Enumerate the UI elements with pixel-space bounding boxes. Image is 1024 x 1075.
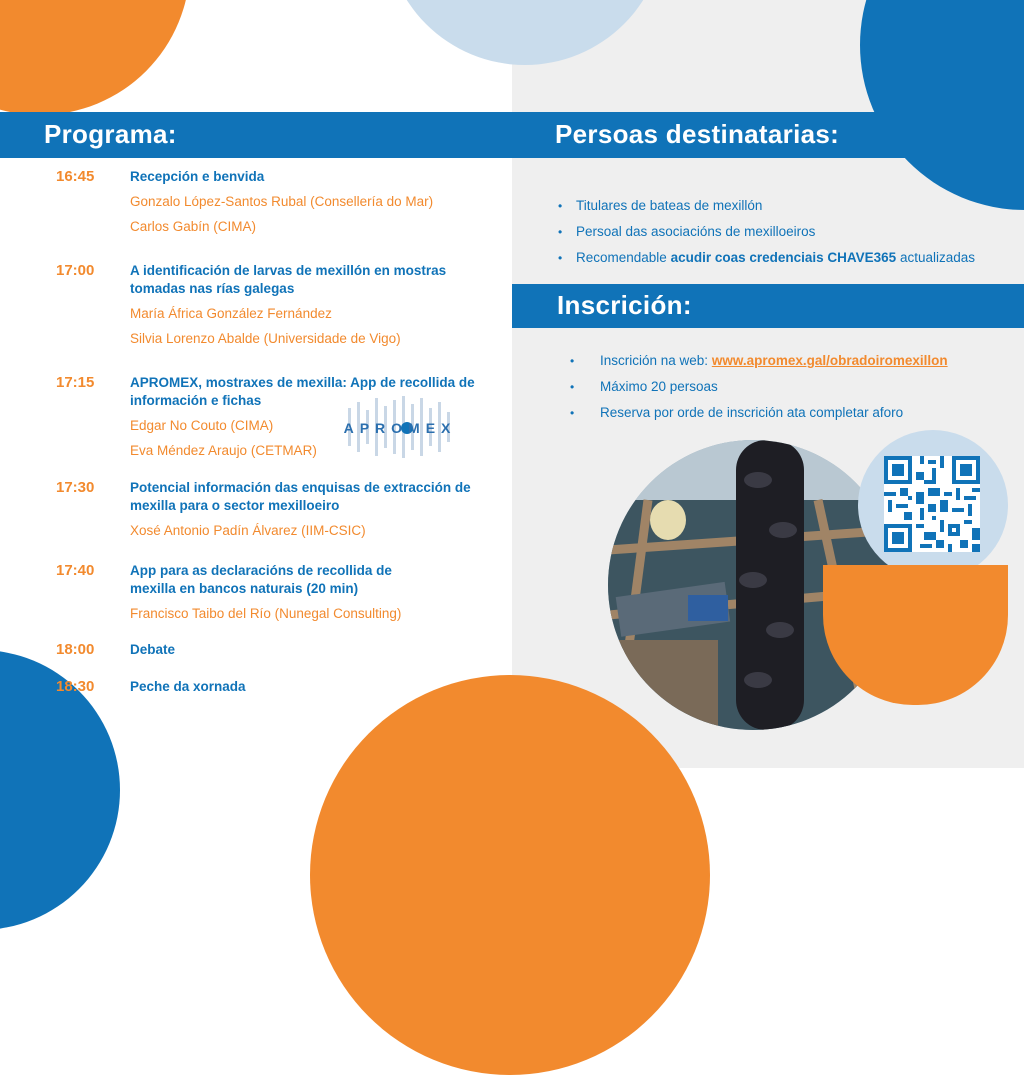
item-speaker: Edgar No Couto (CIMA) xyxy=(130,418,274,433)
inscricion-title: Inscrición: xyxy=(557,290,692,320)
item-title: Peche da xornada xyxy=(130,679,246,694)
list-item: • Titulares de bateas de mexillón xyxy=(576,193,975,219)
item-title: APROMEX, mostraxes de mexilla: App de recollida de información e fichas xyxy=(130,375,475,408)
item-speaker: Carlos Gabín (CIMA) xyxy=(130,219,257,234)
bullet-icon: • xyxy=(570,354,575,368)
item-speaker: Silvia Lorenzo Abalde (Universidade de Vigo) xyxy=(130,331,401,346)
apromex-logo xyxy=(340,394,460,460)
inscricion-header-band xyxy=(512,284,1024,328)
item-time: 17:00 xyxy=(56,262,95,279)
list-item: • Inscrición na web: www.apromex.gal/obradoiromexillon xyxy=(600,348,948,374)
bullet-icon: • xyxy=(570,406,575,420)
decor-circle-orange-top-left xyxy=(0,0,190,115)
inscricion-web-link[interactable]: www.apromex.gal/obradoiromexillon xyxy=(711,353,948,368)
programa-title: Programa: xyxy=(44,119,177,149)
item-time: 17:40 xyxy=(56,562,95,579)
list-item: • Máximo 20 persoas xyxy=(600,374,948,400)
item-time: 16:45 xyxy=(56,168,95,185)
bullet-icon: • xyxy=(570,380,575,394)
logo-text: APROMEX xyxy=(343,420,457,436)
item-speaker: Gonzalo López-Santos Rubal (Consellería do Mar) xyxy=(130,194,434,209)
item-title: Potencial información das enquisas de extracción de mexilla para o sector mexilloeiro xyxy=(130,480,471,513)
decor-circle-orange-bottom xyxy=(310,675,710,1075)
item-title: Debate xyxy=(130,642,176,657)
item-speaker: María África González Fernández xyxy=(130,306,332,321)
list-item: • Recomendable acudir coas credenciais CHAVE365 actualizadas xyxy=(576,245,975,271)
programa-header-band xyxy=(0,112,1024,158)
item-time: 17:30 xyxy=(56,479,95,496)
inscricion-list xyxy=(570,348,948,426)
destinatarias-title: Persoas destinatarias: xyxy=(555,119,840,149)
item-title: Recepción e benvida xyxy=(130,169,265,184)
bullet-icon: • xyxy=(558,225,563,239)
item-speaker: Francisco Taibo del Río (Nunegal Consulting) xyxy=(130,606,402,621)
item-time: 17:15 xyxy=(56,374,95,391)
item-speaker: Xosé Antonio Padín Álvarez (IIM-CSIC) xyxy=(130,523,366,538)
destinatarias-list xyxy=(558,193,975,271)
item-time: 18:00 xyxy=(56,641,95,658)
item-title: A identificación de larvas de mexillón en mostras tomadas nas rías galegas xyxy=(130,263,447,296)
qr-code-icon xyxy=(884,456,980,552)
bullet-icon: • xyxy=(558,251,563,265)
list-item: • Persoal das asociacións de mexilloeiros xyxy=(576,219,975,245)
list-item: • Reserva por orde de inscrición ata completar aforo xyxy=(600,400,948,426)
item-title: App para as declaracións de recollida de mexilla en bancos naturais (20 min) xyxy=(130,563,392,596)
item-speaker: Eva Méndez Araujo (CETMAR) xyxy=(130,443,317,458)
item-time: 18:30 xyxy=(56,678,95,695)
bullet-icon: • xyxy=(558,199,563,213)
